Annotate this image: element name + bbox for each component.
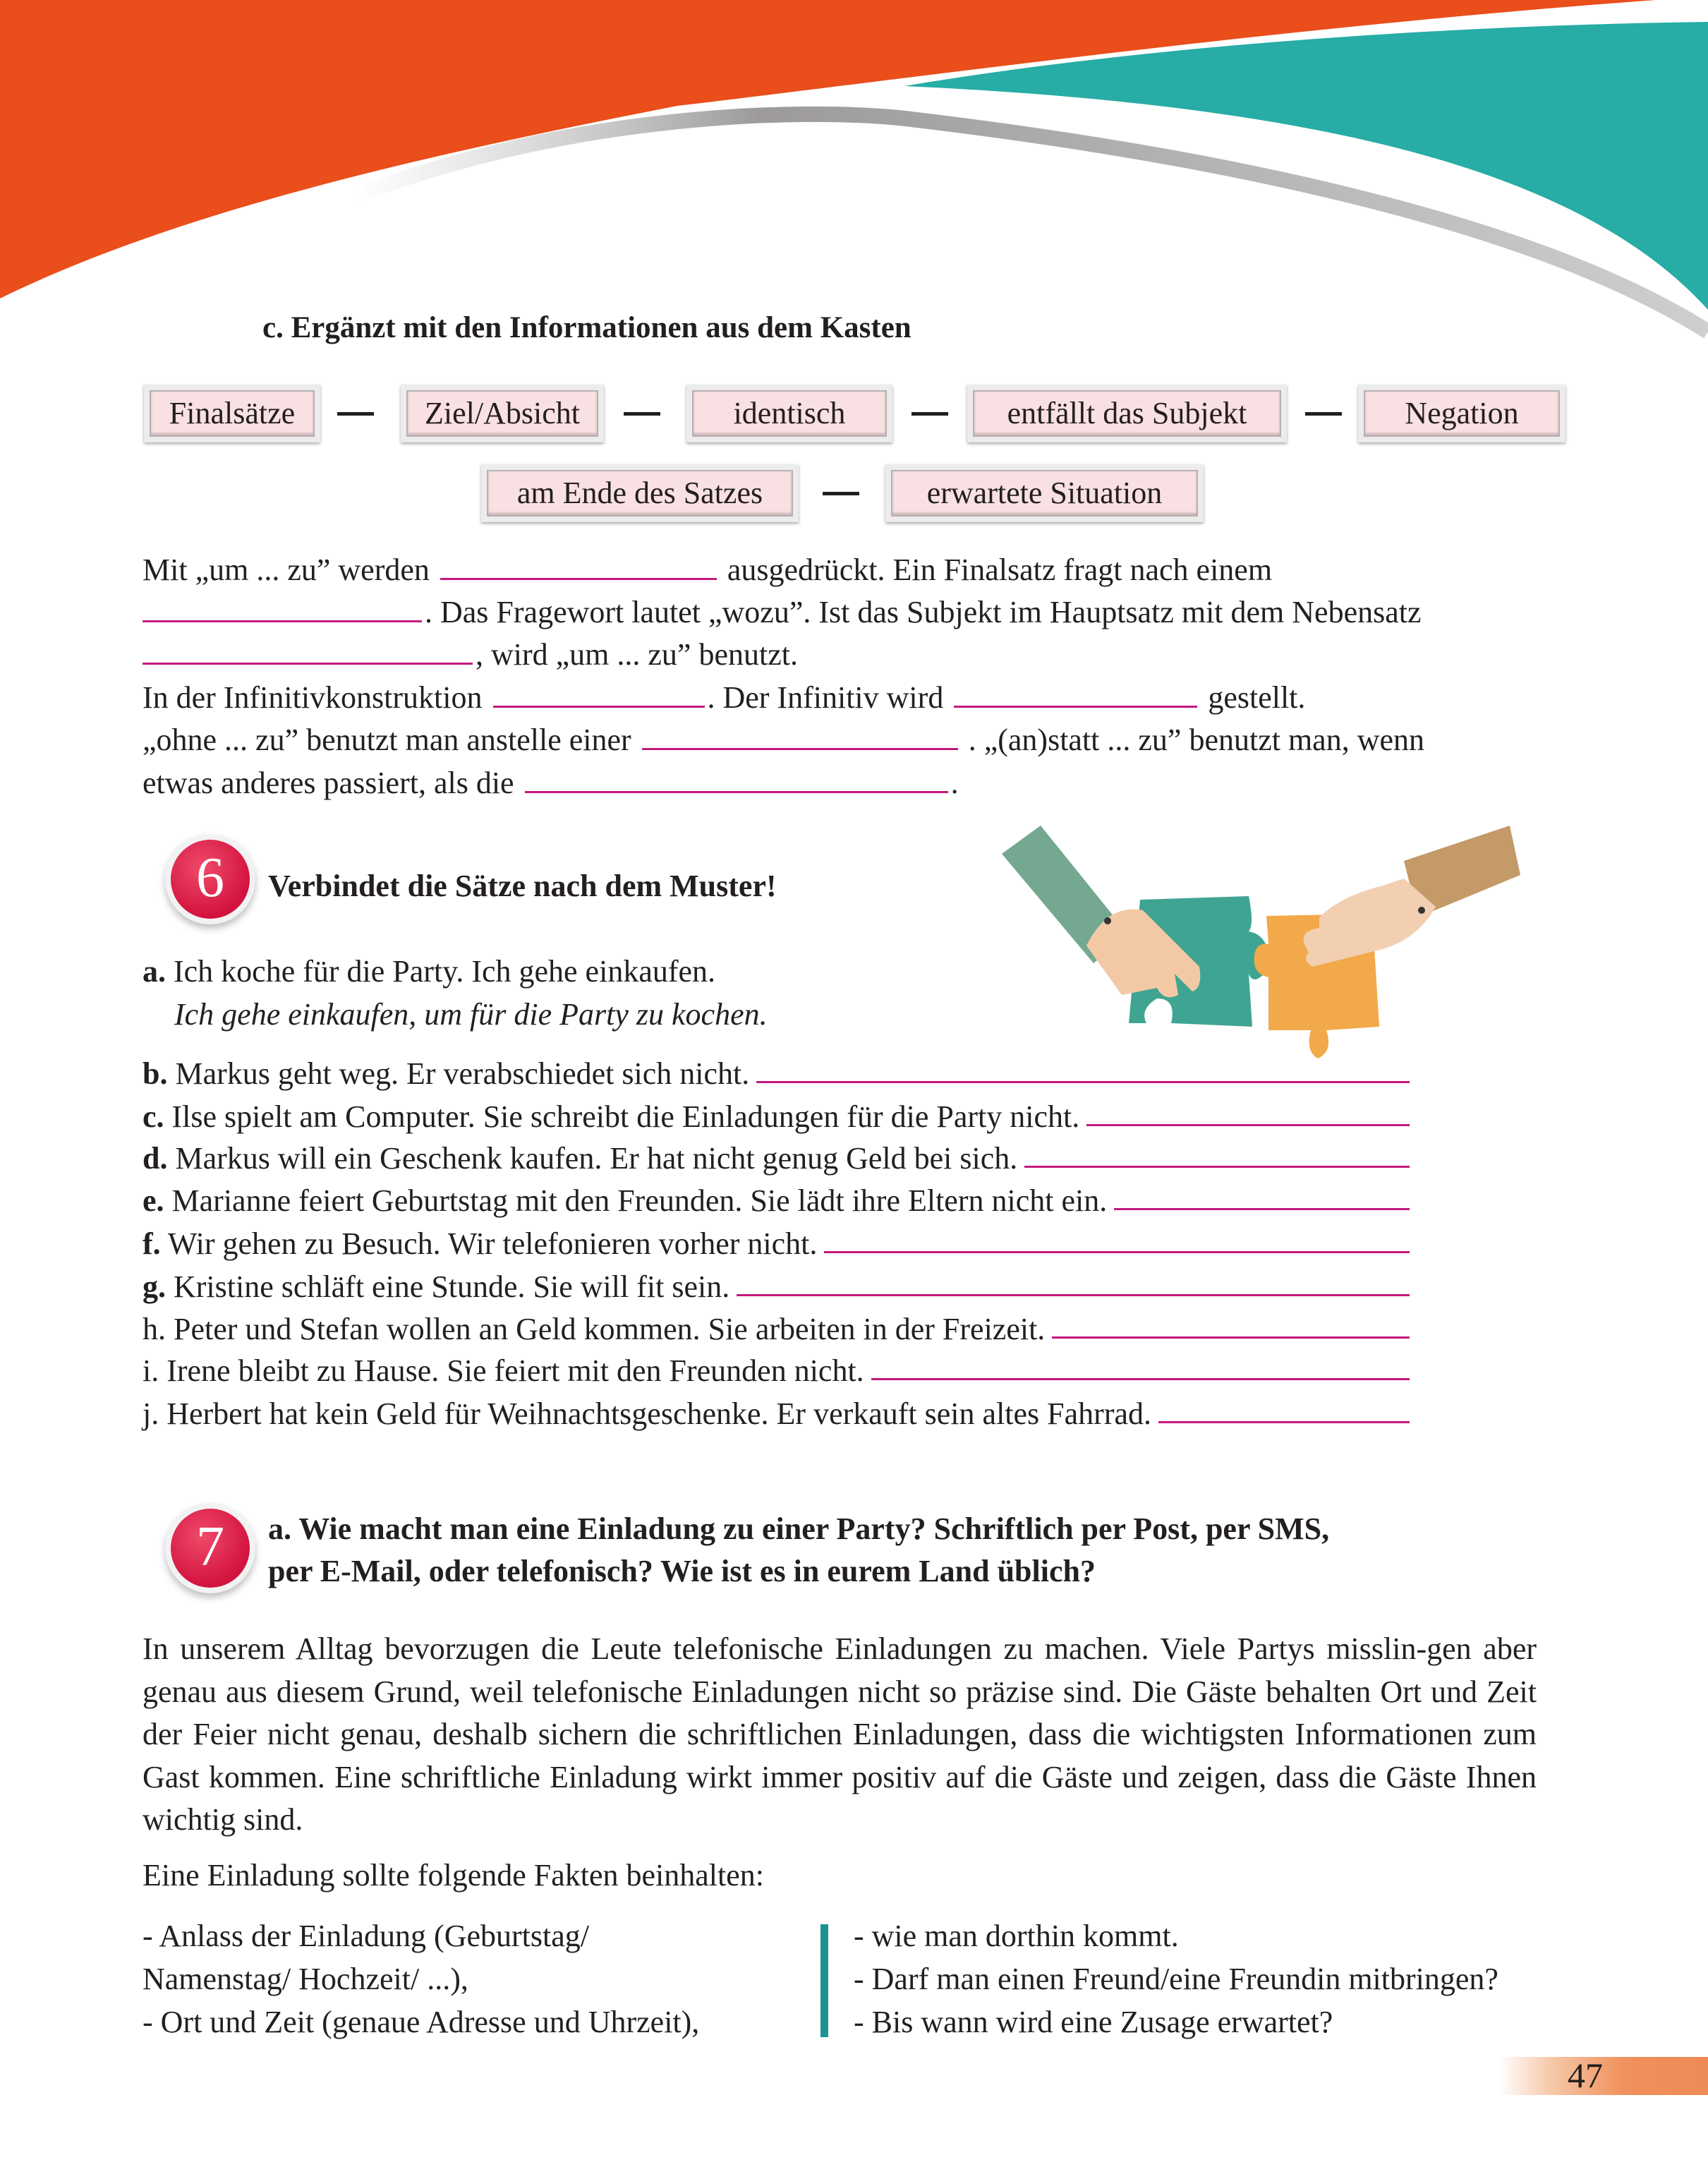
answer-blank[interactable] [824, 1223, 1410, 1253]
item-sentence [143, 1180, 1107, 1222]
word-box: Ziel/Absicht [401, 385, 604, 442]
example-sentence: a. Ich koche für die Party. Ich gehe einkaufen. [143, 954, 716, 989]
answer-blank[interactable] [1114, 1180, 1410, 1210]
item-text: Marianne feiert Geburtstag mit den Freunden. Sie lädt ihre Eltern nicht ein. [164, 1183, 1108, 1218]
exercise-item [143, 1180, 1410, 1222]
item-label: d. [143, 1141, 168, 1176]
item-sentence [143, 1223, 817, 1265]
exercise-item [143, 1223, 1410, 1265]
exercise-item [143, 1393, 1410, 1435]
blank-field[interactable] [954, 680, 1197, 708]
item-label: f. [143, 1226, 161, 1261]
answer-blank[interactable] [756, 1053, 1410, 1083]
item-sentence [143, 1137, 1017, 1180]
item-sentence [143, 1350, 864, 1392]
exercise-item [143, 1350, 1410, 1392]
word-box: erwartete Situation [885, 464, 1204, 522]
fact-item: - Darf man einen Freund/eine Freundin mitbringen? [854, 1962, 1498, 1996]
answer-blank[interactable] [1086, 1096, 1410, 1126]
word-box: Negation [1358, 385, 1565, 442]
dash-separator [1305, 412, 1342, 416]
item-text: h. Peter und Stefan wollen an Geld kommen. Sie arbeiten in der Freizeit. [143, 1312, 1046, 1346]
word-box: Finalsätze [144, 385, 320, 442]
answer-blank[interactable] [871, 1350, 1410, 1380]
cloze-line: In der Infinitivkonstruktion . Der Infinitiv wird gestellt. [143, 680, 1306, 715]
blank-field[interactable] [143, 595, 422, 622]
item-text: Kristine schläft eine Stunde. Sie will fit sein. [166, 1269, 730, 1304]
exercise-number-badge: 7 [171, 1509, 250, 1588]
item-label: g. [143, 1269, 166, 1304]
item-sentence [143, 1266, 729, 1308]
word-box: entfällt das Subjekt [967, 385, 1287, 442]
dash-separator [911, 412, 948, 416]
item-sentence [143, 1053, 749, 1095]
item-text: i. Irene bleibt zu Hause. Sie feiert mit den Freunden nicht. [143, 1353, 864, 1388]
example-answer: Ich gehe einkaufen, um für die Party zu kochen. [174, 997, 768, 1032]
exercise-7-title-line1: a. Wie macht man eine Einladung zu einer Party? Schriftlich per Post, per SMS, [268, 1511, 1330, 1546]
dash-separator [624, 412, 660, 416]
blank-field[interactable] [493, 680, 705, 708]
item-text: Ilse spielt am Computer. Sie schreibt die Einladungen für die Party nicht. [164, 1099, 1080, 1134]
answer-blank[interactable] [1158, 1393, 1410, 1423]
dash-separator [823, 492, 859, 495]
fact-item: - wie man dorthin kommt. [854, 1919, 1179, 1953]
item-text: j. Herbert hat kein Geld für Weihnachtsgeschenke. Er verkauft sein altes Fahrrad. [143, 1396, 1151, 1431]
item-text: Markus geht weg. Er verabschiedet sich nicht. [167, 1056, 750, 1091]
column-divider [820, 1924, 828, 2037]
item-label: e. [143, 1183, 164, 1218]
page-number: 47 [1568, 2056, 1603, 2095]
item-text: Markus will ein Geschenk kaufen. Er hat nicht genug Geld bei sich. [167, 1141, 1018, 1176]
item-label: c. [143, 1099, 164, 1134]
facts-intro: Eine Einladung sollte folgende Fakten beinhalten: [143, 1858, 764, 1893]
item-label: b. [143, 1056, 168, 1091]
exercise-item [143, 1308, 1410, 1351]
answer-blank[interactable] [737, 1266, 1410, 1296]
item-sentence [143, 1393, 1151, 1435]
blank-field[interactable] [143, 637, 473, 665]
blank-field[interactable] [525, 766, 948, 793]
exercise-number-badge: 6 [171, 840, 250, 919]
section-c-title: c. Ergänzt mit den Informationen aus dem Kasten [262, 311, 911, 344]
answer-blank[interactable] [1024, 1137, 1410, 1168]
exercise-item [143, 1053, 1410, 1095]
exercise-7-title-line2: per E-Mail, oder telefonisch? Wie ist es in eurem Land üblich? [268, 1554, 1096, 1588]
cloze-line: „ohne ... zu” benutzt man anstelle einer . „(an)statt ... zu” benutzt man, wenn [143, 723, 1425, 757]
item-sentence [143, 1308, 1045, 1351]
fact-item: - Anlass der Einladung (Geburtstag/ [143, 1919, 589, 1953]
item-sentence [143, 1096, 1079, 1138]
cloze-line: , wird „um ... zu” benutzt. [143, 634, 798, 676]
fact-item: - Bis wann wird eine Zusage erwartet? [854, 2005, 1333, 2039]
word-box: am Ende des Satzes [481, 464, 799, 522]
fact-item: - Ort und Zeit (genaue Adresse und Uhrzeit), [143, 2005, 700, 2039]
blank-field[interactable] [642, 723, 958, 750]
blank-field[interactable] [440, 553, 717, 580]
cloze-line: etwas anderes passiert, als die . [143, 766, 959, 800]
exercise-item [143, 1096, 1410, 1138]
answer-blank[interactable] [1052, 1308, 1410, 1339]
exercise-item [143, 1266, 1410, 1308]
puzzle-hands-illustration [988, 826, 1524, 1080]
exercise-item [143, 1137, 1410, 1180]
word-box: identisch [686, 385, 892, 442]
cloze-line: Mit „um ... zu” werden ausgedrückt. Ein Finalsatz fragt nach einem [143, 553, 1273, 587]
item-text: Wir gehen zu Besuch. Wir telefonieren vorher nicht. [160, 1226, 818, 1261]
exercise-6-title: Verbindet die Sätze nach dem Muster! [268, 869, 777, 903]
cloze-line: . Das Fragewort lautet „wozu”. Ist das Subjekt im Hauptsatz mit dem Nebensatz [143, 591, 1422, 634]
page-number-tab [1499, 2057, 1708, 2095]
dash-separator [337, 412, 374, 416]
fact-item: Namenstag/ Hochzeit/ ...), [143, 1962, 468, 1996]
exercise-7-paragraph: In unserem Alltag bevorzugen die Leute telefonische Einladungen zu machen. Viele Partys misslin-gen aber genau aus diesem Grund, weil telefonische Einladungen nicht so präzise sind. Die Gäste behalten Ort und Zeit der Feier nicht genau, deshalb sichern die schriftlichen Einladungen, dass die wichtigsten Informationen zum Gast kommen. Eine schriftliche Einladung wirkt immer positiv auf die Gäste und zeigen, dass die Gäste Ihnen wichtig sind. [143, 1631, 1537, 1837]
